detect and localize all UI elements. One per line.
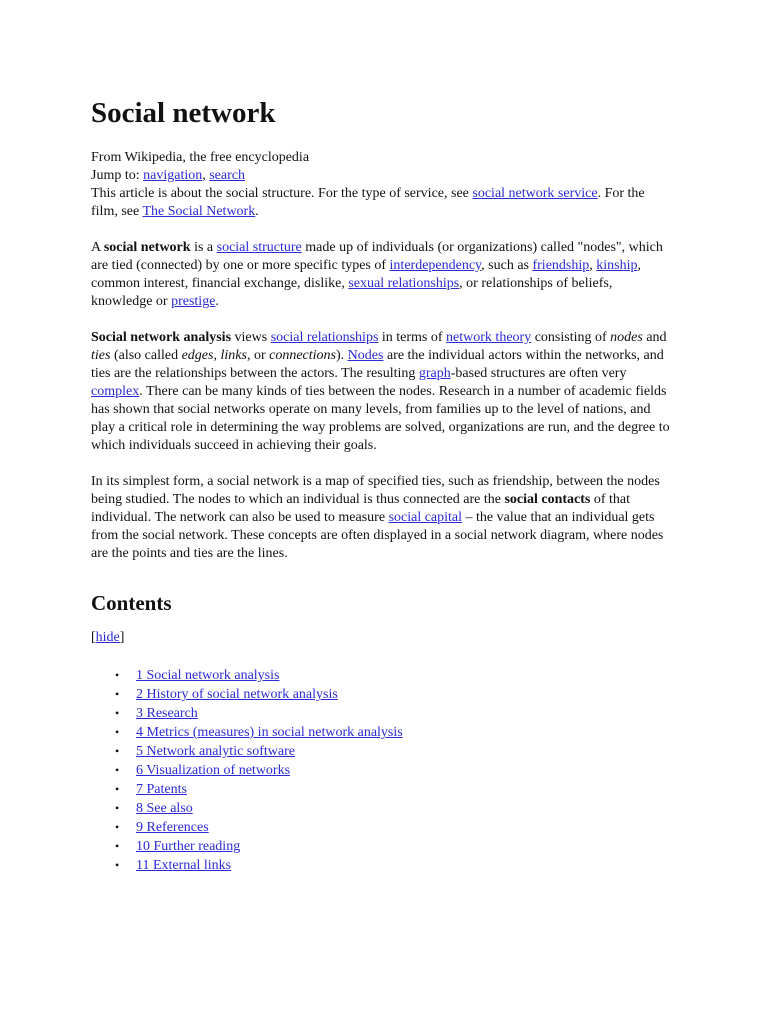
navigation-link[interactable]: navigation <box>143 168 203 183</box>
toc-link-visualization[interactable]: 6 Visualization of networks <box>136 763 291 778</box>
kinship-link[interactable]: kinship <box>596 258 638 273</box>
nodes-link[interactable]: Nodes <box>347 348 384 363</box>
search-link[interactable]: search <box>209 168 245 183</box>
hide-toc-link[interactable]: hide <box>95 630 120 645</box>
graph-link[interactable]: graph <box>418 366 451 381</box>
term-social-network-analysis: Social network analysis <box>91 330 232 345</box>
intro-paragraph: A social network is a social structure made up of individuals (or organizations) called "nodes", which are tied (connected) by one or more specific types of interdependency, such as friendship, kinship, common interest, financial exchange, dislike, sexual relationships, or relationships of beliefs, knowledge or prestige. <box>91 240 663 309</box>
social-structure-link[interactable]: social structure <box>216 240 302 255</box>
the-social-network-link[interactable]: The Social Network <box>142 204 256 219</box>
complex-link[interactable]: complex <box>91 384 140 399</box>
toc-link-further-reading[interactable]: 10 Further reading <box>136 839 241 854</box>
bullet-icon: • <box>115 858 120 872</box>
toc-link-social-network-analysis[interactable]: 1 Social network analysis <box>136 668 280 683</box>
bullet-icon: • <box>115 744 120 758</box>
toc-link-external-links[interactable]: 11 External links <box>136 858 232 873</box>
table-of-contents <box>91 666 673 875</box>
toc-item <box>91 723 673 742</box>
toc-link-metrics[interactable]: 4 Metrics (measures) in social network analysis <box>136 725 403 740</box>
bullet-icon: • <box>115 668 120 682</box>
toc-item <box>91 685 673 704</box>
bullet-icon: • <box>115 725 120 739</box>
jump-to-line: Jump to: navigation, search <box>91 168 245 183</box>
toc-link-patents[interactable]: 7 Patents <box>136 782 187 797</box>
analysis-paragraph: Social network analysis views social relationships in terms of network theory consisting of nodes and ties (also called edges, links, or connections). Nodes are the individual actors within the networks, and ties are the relationships between the actors. The resulting graph-based structures are often very complex. There can be many kinds of ties between the nodes. Research in a number of academic fields has shown that social networks operate on many levels, from families up to the level of nations, and play a critical role in determining the way problems are solved, organizations are run, and the degree to which individuals succeed in achieving their goals. <box>91 330 670 453</box>
bullet-icon: • <box>115 839 120 853</box>
term-social-network: social network <box>103 240 191 255</box>
toc-item <box>91 837 673 856</box>
toc-item <box>91 704 673 723</box>
toc-item <box>91 742 673 761</box>
bullet-icon: • <box>115 782 120 796</box>
page-title: Social network <box>91 97 276 129</box>
toc-link-references[interactable]: 9 References <box>136 820 209 835</box>
sexual-relationships-link[interactable]: sexual relationships <box>348 276 460 291</box>
toc-item <box>91 818 673 837</box>
term-social-contacts: social contacts <box>504 492 591 507</box>
bullet-icon: • <box>115 763 120 777</box>
toc-item <box>91 856 673 875</box>
toc-link-software[interactable]: 5 Network analytic software <box>136 744 295 759</box>
toc-link-history[interactable]: 2 History of social network analysis <box>136 687 338 702</box>
network-theory-link[interactable]: network theory <box>446 330 532 345</box>
hatnote: This article is about the social structure. For the type of service, see social network service. For the film, see The Social Network. <box>91 186 645 219</box>
interdependency-link[interactable]: interdependency <box>389 258 482 273</box>
prestige-link[interactable]: prestige <box>171 294 216 309</box>
toc-item <box>91 666 673 685</box>
social-network-service-link[interactable]: social network service <box>472 186 598 201</box>
bullet-icon: • <box>115 801 120 815</box>
social-relationships-link[interactable]: social relationships <box>270 330 379 345</box>
toc-item <box>91 799 673 818</box>
bullet-icon: • <box>115 820 120 834</box>
toc-link-see-also[interactable]: 8 See also <box>136 801 193 816</box>
simplest-form-paragraph: In its simplest form, a social network is a map of specified ties, such as friendship, between the nodes being studied. The nodes to which an individual is thus connected are the social contacts of that individual. The network can also be used to measure social capital – the value that an individual gets from the social network. These concepts are often displayed in a social network diagram, where nodes are the points and ties are the lines. <box>91 474 664 561</box>
friendship-link[interactable]: friendship <box>532 258 590 273</box>
toc-item <box>91 761 673 780</box>
toc-item <box>91 780 673 799</box>
contents-heading: Contents <box>91 591 172 615</box>
jump-to-prefix: Jump to: <box>91 168 144 183</box>
toc-toggle: [hide] <box>91 630 125 645</box>
social-capital-link[interactable]: social capital <box>388 510 463 525</box>
bullet-icon: • <box>115 706 120 720</box>
toc-link-research[interactable]: 3 Research <box>136 706 198 721</box>
bullet-icon: • <box>115 687 120 701</box>
site-subtitle: From Wikipedia, the free encyclopedia <box>91 150 310 165</box>
article-content <box>91 96 673 875</box>
